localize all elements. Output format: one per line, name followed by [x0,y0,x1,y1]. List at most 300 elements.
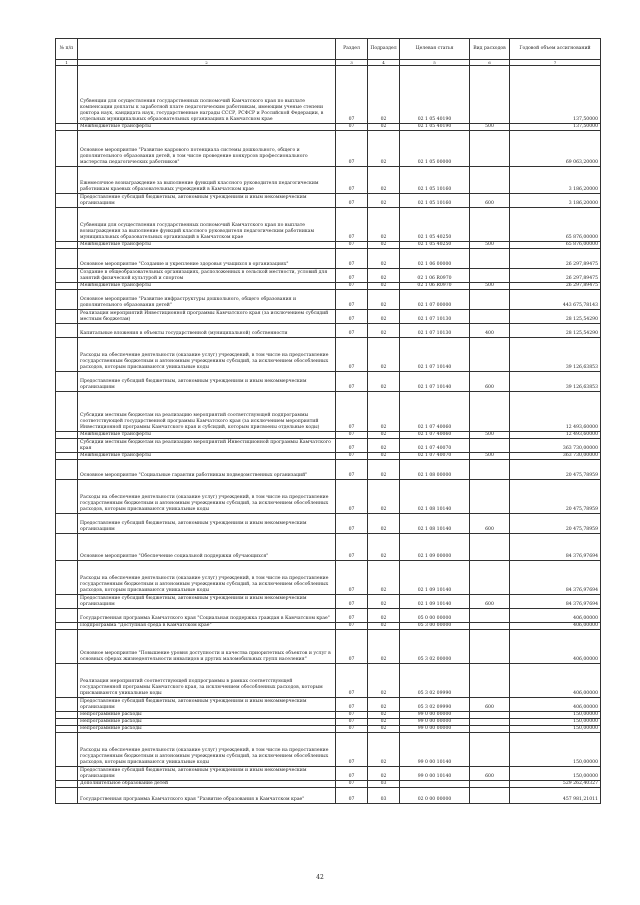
row-podrazdel-cell: 02 [368,767,400,781]
row-podrazdel-cell: 02 [368,534,400,561]
row-name-cell: Субвенции для осуществления государственных полномочий Камчатского края по выплате вознаграждения за выполнение функций классного руководителя педагогическим работникам муниципальных образовательных организаций в Камчатском крае [78,208,336,242]
row-index-cell [56,726,78,733]
row-name-cell: Создание в общеобразовательных организациях, расположенных в сельской местности, условий для занятий физической культурой и спортом [78,269,336,283]
page-number: 42 [316,874,324,881]
table-row [56,324,601,338]
row-razdel-cell: 07 [336,242,368,249]
table-body [56,66,601,804]
row-podrazdel-cell: 03 [368,788,400,804]
col-number: 5 [400,60,470,66]
row-csr-cell: 02 1 06 R0970 [400,283,470,290]
row-vr-cell [470,726,510,733]
row-name-cell: Подпрограмма "Доступная среда в Камчатском крае" [78,623,336,630]
table-row [56,767,601,781]
row-vr-cell: 500 [470,124,510,131]
row-podrazdel-cell: 02 [368,124,400,131]
row-sum-cell: 406,00000 [510,623,601,630]
row-name-cell: Расходы на обеспечение деятельности (оказание услуг) учреждений, в том числе на предоставление государственным бюджетным и автономным учреждениям субсидий, за исключением обособленных расходов, которым присваиваются уникальные коды [78,480,336,514]
row-sum-cell: 137,50000 [510,124,601,131]
row-name-cell: Непрограммные расходы [78,712,336,719]
row-sum-cell: 406,00000 [510,609,601,623]
row-csr-cell: 99 0 00 00000 [400,726,470,733]
row-sum-cell: 65 876,00000 [510,208,601,242]
row-vr-cell [470,712,510,719]
row-sum-cell: 137,50000 [510,66,601,124]
row-podrazdel-cell: 02 [368,514,400,534]
row-podrazdel-cell: 02 [368,283,400,290]
table-row [56,167,601,194]
row-vr-cell: 600 [470,372,510,392]
row-vr-cell [470,630,510,664]
row-sum-cell: 363 730,00000 [510,439,601,453]
row-podrazdel-cell: 02 [368,561,400,595]
row-sum-cell: 529 262,40327 [510,781,601,788]
table-row [56,623,601,630]
row-name-cell: Ежемесячное вознаграждение за выполнение функций классного руководителя педагогическим работникам краевых образовательных учреждений в Камчатском крае [78,167,336,194]
row-csr-cell: 05 0 00 00000 [400,609,470,623]
row-razdel-cell: 07 [336,698,368,712]
row-podrazdel-cell: 02 [368,269,400,283]
row-name-cell: Расходы на обеспечение деятельности (оказание услуг) учреждений, в том числе на предоставление государственным бюджетным и автономным учреждениям субсидий, за исключением обособленных расходов, которым присваиваются уникальные коды [78,733,336,767]
row-index-cell [56,781,78,788]
row-podrazdel-cell: 02 [368,167,400,194]
row-index-cell [56,439,78,453]
row-vr-cell: 500 [470,283,510,290]
table-row [56,460,601,480]
row-name-cell: Субсидии местным бюджетам на реализацию мероприятий соответствующей подпрограммы соответствующей государственной программы Камчатского края (за исключением мероприятий Инвестиционной программы Камчатского края и субсидий, которым присвоены отдельные коды) [78,392,336,432]
table-row [56,712,601,719]
col-number: 6 [470,60,510,66]
row-vr-cell [470,609,510,623]
row-vr-cell [470,623,510,630]
table-row [56,124,601,131]
row-csr-cell: 02 1 07 10130 [400,310,470,324]
row-name-cell: Непрограммные расходы [78,726,336,733]
table-row [56,453,601,460]
row-sum-cell: 406,00000 [510,664,601,698]
row-razdel-cell: 07 [336,664,368,698]
table-row [56,534,601,561]
row-vr-cell [470,310,510,324]
row-sum-cell: 39 126,63853 [510,372,601,392]
row-name-cell: Реализация мероприятий соответствующей подпрограммы в рамках соответствующей государственной программы Камчатского края, за исключением обособленных расходов, которым присваиваются уникальные коды [78,664,336,698]
row-razdel-cell: 07 [336,480,368,514]
row-podrazdel-cell: 02 [368,453,400,460]
row-razdel-cell: 07 [336,453,368,460]
row-name-cell: Предоставление субсидий бюджетным, автономным учреждениям и иным некоммерческим организациям [78,767,336,781]
row-index-cell [56,788,78,804]
budget-table [55,38,601,804]
row-csr-cell: 99 0 00 00000 [400,719,470,726]
table-row [56,595,601,609]
row-index-cell [56,712,78,719]
row-sum-cell: 150,00000 [510,719,601,726]
row-razdel-cell: 07 [336,460,368,480]
row-index-cell [56,167,78,194]
row-sum-cell: 84 376,97694 [510,534,601,561]
row-vr-cell [470,439,510,453]
row-csr-cell: 02 1 09 10140 [400,595,470,609]
row-podrazdel-cell: 02 [368,623,400,630]
row-name-cell: Государственная программа Камчатского края "Развитие образования в Камчатском крае" [78,788,336,804]
table-row [56,480,601,514]
row-razdel-cell: 07 [336,788,368,804]
row-vr-cell [470,338,510,372]
row-csr-cell: 02 1 05 40250 [400,242,470,249]
table-row [56,698,601,712]
row-csr-cell: 02 1 08 10140 [400,480,470,514]
row-csr-cell [400,781,470,788]
row-index-cell [56,131,78,167]
row-sum-cell: 39 126,63853 [510,338,601,372]
row-razdel-cell: 07 [336,726,368,733]
row-podrazdel-cell: 02 [368,698,400,712]
row-name-cell: Субвенции для осуществления государственных полномочий Камчатского края по выплате компенсации доплаты к заработной плате педагогическим работникам, имеющим ученые степени доктора наук, кандидата наук, государственные награды СССР, РСФСР и Российской Федерации, в отдельных муниципальных образовательных организациях в Камчатском крае [78,66,336,124]
row-sum-cell: 26 297,89475 [510,249,601,269]
row-index-cell [56,480,78,514]
row-index-cell [56,324,78,338]
row-vr-cell [470,460,510,480]
table-row [56,432,601,439]
row-index-cell [56,609,78,623]
row-name-cell: Непрограммные расходы [78,719,336,726]
table-row [56,439,601,453]
row-podrazdel-cell: 02 [368,324,400,338]
row-index-cell [56,194,78,208]
row-podrazdel-cell: 02 [368,712,400,719]
row-podrazdel-cell: 02 [368,131,400,167]
table-row [56,372,601,392]
row-sum-cell: 28 125,54290 [510,310,601,324]
row-name-cell: Межбюджетные трансферты [78,124,336,131]
row-sum-cell: 26 297,89475 [510,269,601,283]
row-vr-cell: 600 [470,595,510,609]
row-vr-cell: 600 [470,194,510,208]
row-razdel-cell: 07 [336,630,368,664]
row-csr-cell: 05 3 02 09990 [400,664,470,698]
row-name-cell: Межбюджетные трансферты [78,453,336,460]
row-vr-cell: 500 [470,432,510,439]
row-index-cell [56,124,78,131]
row-vr-cell [470,249,510,269]
row-razdel-cell: 07 [336,623,368,630]
row-csr-cell: 02 1 07 00000 [400,290,470,310]
row-csr-cell: 02 1 05 40190 [400,124,470,131]
row-razdel-cell: 07 [336,124,368,131]
row-sum-cell: 26 297,89475 [510,283,601,290]
row-razdel-cell: 07 [336,208,368,242]
row-podrazdel-cell: 02 [368,249,400,269]
row-index-cell [56,664,78,698]
row-podrazdel-cell: 03 [368,781,400,788]
col-index-header: № п/п [56,39,78,60]
row-sum-cell: 150,00000 [510,733,601,767]
row-name-cell: Реализация мероприятий Инвестиционной программы Камчатского края (за исключением субсидий местным бюджетам) [78,310,336,324]
row-index-cell [56,338,78,372]
row-index-cell [56,561,78,595]
row-razdel-cell: 07 [336,372,368,392]
row-sum-cell: 65 876,00000 [510,242,601,249]
row-name-cell: Предоставление субсидий бюджетным, автономным учреждениям и иным некоммерческим организациям [78,194,336,208]
row-name-cell: Предоставление субсидий бюджетным, автономным учреждениям и иным некоммерческим организациям [78,514,336,534]
row-razdel-cell: 07 [336,609,368,623]
row-index-cell [56,392,78,432]
row-index-cell [56,623,78,630]
table-row [56,561,601,595]
row-name-cell: Основное мероприятие "Развитие кадрового потенциала системы дошкольного, общего и дополнительного образования детей, в том числе проведение конкурсов профессионального мастерства педагогических работников" [78,131,336,167]
row-razdel-cell: 07 [336,781,368,788]
row-vr-cell: 400 [470,324,510,338]
row-csr-cell: 02 1 07 40070 [400,453,470,460]
row-vr-cell: 600 [470,767,510,781]
row-sum-cell: 12 493,60000 [510,392,601,432]
row-csr-cell: 02 1 08 10140 [400,514,470,534]
col-name-header [78,39,336,60]
row-name-cell: Предоставление субсидий бюджетным, автономным учреждениям и иным некоммерческим организациям [78,595,336,609]
row-razdel-cell: 07 [336,269,368,283]
row-sum-cell: 3 186,20000 [510,167,601,194]
table-row [56,630,601,664]
row-csr-cell: 02 0 00 00000 [400,788,470,804]
row-vr-cell [470,480,510,514]
row-name-cell: Расходы на обеспечение деятельности (оказание услуг) учреждений, в том числе на предоставление государственным бюджетным и автономным учреждениям субсидий, за исключением обособленных расходов, которым присваиваются уникальные коды [78,561,336,595]
table-row [56,66,601,124]
row-podrazdel-cell: 02 [368,726,400,733]
table-row [56,310,601,324]
row-razdel-cell: 07 [336,392,368,432]
table-row [56,242,601,249]
table-row [56,733,601,767]
row-vr-cell [470,290,510,310]
row-index-cell [56,269,78,283]
row-vr-cell [470,167,510,194]
row-podrazdel-cell: 02 [368,372,400,392]
table-row [56,664,601,698]
row-podrazdel-cell: 02 [368,310,400,324]
table-row [56,392,601,432]
row-csr-cell: 02 1 07 10140 [400,338,470,372]
col-number: 7 [510,60,601,66]
row-name-cell: Основное мероприятие "Социальные гарантии работникам подведомственных организаций" [78,460,336,480]
row-index-cell [56,249,78,269]
row-razdel-cell: 07 [336,338,368,372]
table-row [56,290,601,310]
row-index-cell [56,208,78,242]
row-csr-cell: 02 1 09 10140 [400,561,470,595]
row-podrazdel-cell: 02 [368,664,400,698]
row-razdel-cell: 07 [336,290,368,310]
row-index-cell [56,698,78,712]
row-name-cell: Межбюджетные трансферты [78,283,336,290]
row-razdel-cell: 07 [336,324,368,338]
row-razdel-cell: 07 [336,534,368,561]
row-vr-cell [470,66,510,124]
row-sum-cell: 3 186,20000 [510,194,601,208]
row-csr-cell: 02 1 05 10160 [400,167,470,194]
row-csr-cell: 99 0 00 10140 [400,767,470,781]
row-razdel-cell: 07 [336,249,368,269]
row-name-cell: Основное мероприятие "Обеспечение социальной поддержки обучающихся" [78,534,336,561]
table-row [56,338,601,372]
row-podrazdel-cell: 02 [368,719,400,726]
row-vr-cell [470,269,510,283]
row-vr-cell [470,733,510,767]
table-row [56,194,601,208]
row-csr-cell: 02 1 07 40060 [400,392,470,432]
row-vr-cell [470,788,510,804]
row-csr-cell: 05 3 02 09990 [400,698,470,712]
row-sum-cell: 363 730,00000 [510,453,601,460]
row-sum-cell: 20 475,78959 [510,460,601,480]
row-sum-cell: 20 475,78959 [510,514,601,534]
table-row [56,609,601,623]
col-sum-header: Годовой объем ассигнований [510,39,601,60]
row-csr-cell: 02 1 08 00000 [400,460,470,480]
row-index-cell [56,719,78,726]
row-index-cell [56,534,78,561]
row-podrazdel-cell: 02 [368,480,400,514]
row-razdel-cell: 07 [336,439,368,453]
col-csr-header: Целевая статья [400,39,470,60]
row-sum-cell: 406,00000 [510,698,601,712]
row-index-cell [56,283,78,290]
row-vr-cell [470,664,510,698]
row-index-cell [56,242,78,249]
row-csr-cell: 02 1 06 R0970 [400,269,470,283]
table-row [56,788,601,804]
row-csr-cell: 02 1 07 10130 [400,324,470,338]
row-csr-cell: 02 1 05 40250 [400,208,470,242]
row-vr-cell: 600 [470,698,510,712]
row-name-cell: Предоставление субсидий бюджетным, автономным учреждениям и иным некоммерческим организациям [78,698,336,712]
row-vr-cell [470,719,510,726]
row-podrazdel-cell: 02 [368,208,400,242]
row-index-cell [56,453,78,460]
row-sum-cell: 457 981,21011 [510,788,601,804]
row-razdel-cell: 07 [336,561,368,595]
row-csr-cell: 02 1 07 40060 [400,432,470,439]
row-name-cell: Капитальные вложения в объекты государственной (муниципальной) собственности [78,324,336,338]
row-podrazdel-cell: 02 [368,66,400,124]
row-name-cell: Субсидии местным бюджетам на реализацию мероприятий Инвестиционной программы Камчатского края [78,439,336,453]
row-sum-cell: 84 376,97694 [510,595,601,609]
row-index-cell [56,66,78,124]
row-vr-cell [470,781,510,788]
row-podrazdel-cell: 02 [368,338,400,372]
col-number: 3 [336,60,368,66]
row-vr-cell [470,534,510,561]
row-index-cell [56,733,78,767]
row-csr-cell: 02 1 05 10160 [400,194,470,208]
col-number: 1 [56,60,78,66]
row-csr-cell: 99 0 00 10140 [400,733,470,767]
row-razdel-cell: 07 [336,432,368,439]
row-name-cell: Основное мероприятие "Развитие инфраструктуры дошкольного, общего образования и дополнительного образования детей" [78,290,336,310]
col-razdel-header: Раздел [336,39,368,60]
row-name-cell: Межбюджетные трансферты [78,242,336,249]
row-index-cell [56,595,78,609]
row-sum-cell: 443 675,78143 [510,290,601,310]
row-podrazdel-cell: 02 [368,290,400,310]
header-row [56,39,601,60]
row-razdel-cell: 07 [336,514,368,534]
row-index-cell [56,290,78,310]
col-podrazdel-header: Подраздел [368,39,400,60]
row-name-cell: Предоставление субсидий бюджетным, автономным учреждениям и иным некоммерческим организациям [78,372,336,392]
row-name-cell: Основное мероприятие "Повышение уровня доступности и качества приоритетных объектов и услуг в основных сферах жизнедеятельности инвалидов и других маломобильных групп населения" [78,630,336,664]
row-podrazdel-cell: 02 [368,392,400,432]
row-csr-cell: 02 1 07 40070 [400,439,470,453]
table-row [56,781,601,788]
row-podrazdel-cell: 02 [368,439,400,453]
row-csr-cell: 02 1 07 10140 [400,372,470,392]
row-razdel-cell: 07 [336,167,368,194]
budget-table-sheet [55,38,600,804]
row-name-cell: Государственная программа Камчатского края "Социальная поддержка граждан в Камчатском крае" [78,609,336,623]
row-csr-cell: 02 1 05 00000 [400,131,470,167]
row-csr-cell: 02 1 09 00000 [400,534,470,561]
row-razdel-cell: 07 [336,66,368,124]
row-sum-cell: 28 125,54290 [510,324,601,338]
row-csr-cell: 02 1 06 00000 [400,249,470,269]
row-sum-cell: 150,00000 [510,712,601,719]
row-name-cell: Межбюджетные трансферты [78,432,336,439]
row-vr-cell [470,131,510,167]
row-sum-cell: 69 063,20000 [510,131,601,167]
row-index-cell [56,460,78,480]
row-podrazdel-cell: 02 [368,194,400,208]
row-vr-cell: 600 [470,514,510,534]
table-row [56,726,601,733]
row-name-cell: Расходы на обеспечение деятельности (оказание услуг) учреждений, в том числе на предоставление государственным бюджетным и автономным учреждениям субсидий, за исключением обособленных расходов, которым присваиваются уникальные коды [78,338,336,372]
row-name-cell: Основное мероприятие "Создание и укрепление здоровья учащихся в организациях" [78,249,336,269]
table-row [56,283,601,290]
table-row [56,131,601,167]
row-sum-cell: 20 475,78959 [510,480,601,514]
row-sum-cell: 12 493,60000 [510,432,601,439]
table-row [56,208,601,242]
row-vr-cell [470,208,510,242]
row-vr-cell [470,561,510,595]
row-podrazdel-cell: 02 [368,432,400,439]
row-podrazdel-cell: 02 [368,609,400,623]
table-row [56,719,601,726]
row-razdel-cell: 07 [336,733,368,767]
row-sum-cell: 150,00000 [510,726,601,733]
row-index-cell [56,514,78,534]
row-podrazdel-cell: 02 [368,242,400,249]
row-razdel-cell: 07 [336,719,368,726]
row-index-cell [56,767,78,781]
row-vr-cell [470,392,510,432]
row-name-cell: Дополнительное образование детей [78,781,336,788]
row-csr-cell: 02 1 05 40190 [400,66,470,124]
row-sum-cell: 406,00000 [510,630,601,664]
col-number: 2 [78,60,336,66]
table-row [56,514,601,534]
row-podrazdel-cell: 02 [368,460,400,480]
row-podrazdel-cell: 02 [368,733,400,767]
row-razdel-cell: 07 [336,712,368,719]
row-index-cell [56,630,78,664]
col-vr-header: Вид расходов [470,39,510,60]
row-index-cell [56,372,78,392]
row-csr-cell: 05 3 02 00000 [400,630,470,664]
row-csr-cell: 05 3 00 00000 [400,623,470,630]
row-razdel-cell: 07 [336,194,368,208]
row-razdel-cell: 07 [336,310,368,324]
row-razdel-cell: 07 [336,283,368,290]
